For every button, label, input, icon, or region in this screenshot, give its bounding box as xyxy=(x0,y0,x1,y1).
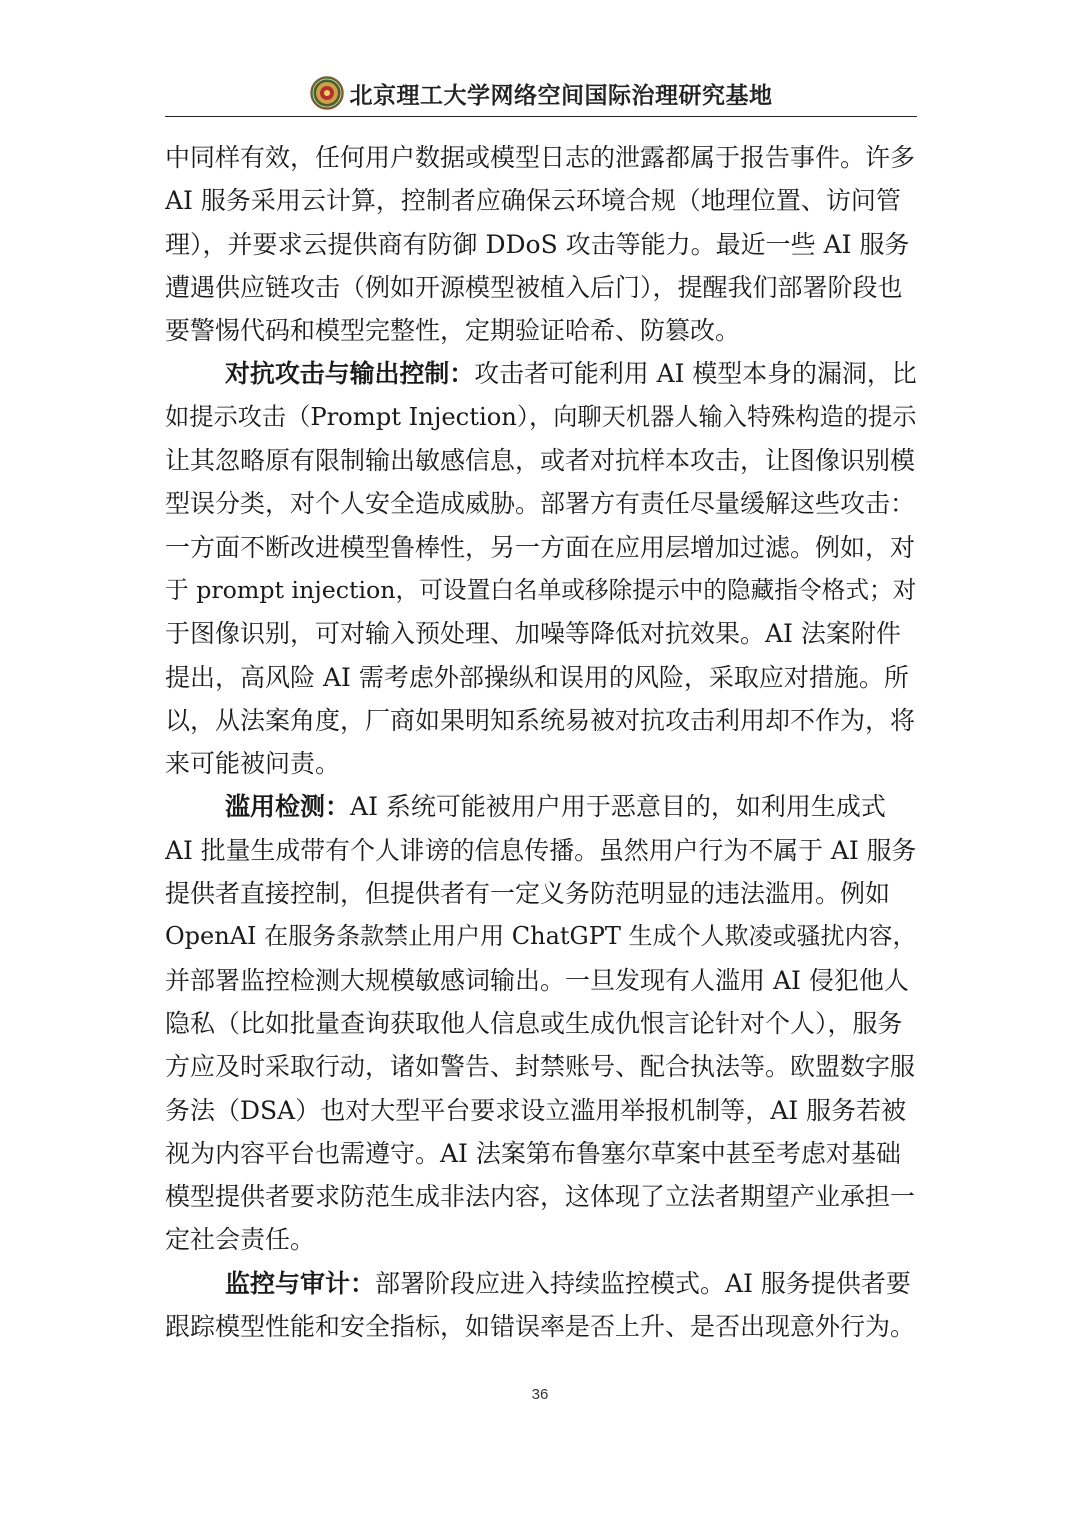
page-number: 36 xyxy=(531,1386,549,1403)
text-line: 中同样有效，任何用户数据或模型日志的泄露都属于报告事件。许多 xyxy=(165,143,916,172)
paragraph xyxy=(165,785,917,1261)
text-line: 遭遇供应链攻击（例如开源模型被植入后门），提醒我们部署阶段也 xyxy=(165,272,903,302)
text-line: 来可能被问责。 xyxy=(165,749,341,779)
text-line: 如提示攻击（Prompt Injection），向聊天机器人输入特殊构造的提示 xyxy=(165,402,917,431)
text-line: 于图像识别，可对输入预处理、加噪等降低对抗效果。AI 法案附件 xyxy=(165,619,901,649)
paragraph-heading: 对抗攻击与输出控制： xyxy=(225,359,475,389)
header-inner xyxy=(165,76,917,110)
text-line: 务法（DSA）也对大型平台要求设立滥用举报机制等，AI 服务若被 xyxy=(165,1095,907,1125)
text-run: 部署阶段应进入持续监控模式。AI 服务提供者要 xyxy=(375,1268,911,1298)
text-line xyxy=(165,352,917,395)
header-title: 北京理工大学网络空间国际治理研究基地 xyxy=(349,82,773,109)
text-line: 一方面不断改进模型鲁棒性，另一方面在应用层增加过滤。例如，对 xyxy=(165,532,916,562)
paragraph xyxy=(165,352,917,785)
text-line: 要警惕代码和模型完整性，定期验证哈希、防篡改。 xyxy=(165,316,741,346)
text-line: 跟踪模型性能和安全指标，如错误率是否上升、是否出现意外行为。 xyxy=(165,1312,916,1342)
text-line: 于 prompt injection，可设置白名单或移除提示中的隐藏指令格式；对 xyxy=(165,575,917,604)
text-line: 理），并要求云提供商有防御 DDoS 攻击等能力。最近一些 AI 服务 xyxy=(165,229,910,259)
text-line: 型误分类，对个人安全造成威胁。部署方有责任尽量缓解这些攻击： xyxy=(165,489,916,519)
text-line: 提出，高风险 AI 需考虑外部操纵和误用的风险，采取应对措施。所 xyxy=(165,662,909,692)
text-line: 定社会责任。 xyxy=(165,1225,316,1255)
text-line: AI 服务采用云计算，控制者应确保云环境合规（地理位置、访问管 xyxy=(165,186,901,216)
text-run: AI 系统可能被用户用于恶意目的，如利用生成式 xyxy=(350,792,886,822)
paragraph xyxy=(165,1262,917,1349)
paragraph-heading: 滥用检测： xyxy=(225,792,351,822)
paragraph-heading: 监控与审计： xyxy=(225,1268,376,1298)
text-line: 隐私（比如批量查询获取他人信息或生成仇恨言论针对个人），服务 xyxy=(165,1008,903,1038)
text-run: 攻击者可能利用 AI 模型本身的漏洞，比 xyxy=(474,359,917,389)
text-line: AI 批量生成带有个人诽谤的信息传播。虽然用户行为不属于 AI 服务 xyxy=(165,835,917,865)
text-line: 模型提供者要求防范生成非法内容，这体现了立法者期望产业承担一 xyxy=(165,1182,916,1212)
text-line: 让其忽略原有限制输出敏感信息，或者对抗样本攻击，让图像识别模 xyxy=(165,446,916,476)
university-logo-icon xyxy=(310,76,344,110)
text-line: 以，从法案角度，厂商如果明知系统易被对抗攻击利用却不作为，将 xyxy=(165,705,916,735)
text-line xyxy=(165,1262,917,1305)
text-line: OpenAI 在服务条款禁止用户用 ChatGPT 生成个人欺凌或骚扰内容， xyxy=(165,922,917,951)
text-line: 方应及时采取行动，诸如警告、封禁账号、配合执法等。欧盟数字服 xyxy=(165,1052,916,1082)
document-body xyxy=(165,136,917,1348)
text-line: 并部署监控检测大规模敏感词输出。一旦发现有人滥用 AI 侵犯他人 xyxy=(165,965,909,995)
page-header xyxy=(165,68,917,117)
paragraph xyxy=(165,136,917,352)
text-line: 视为内容平台也需遵守。AI 法案第布鲁塞尔草案中甚至考虑对基础 xyxy=(165,1138,901,1168)
text-line xyxy=(165,785,917,828)
text-line: 提供者直接控制，但提供者有一定义务防范明显的违法滥用。例如 xyxy=(165,879,891,909)
